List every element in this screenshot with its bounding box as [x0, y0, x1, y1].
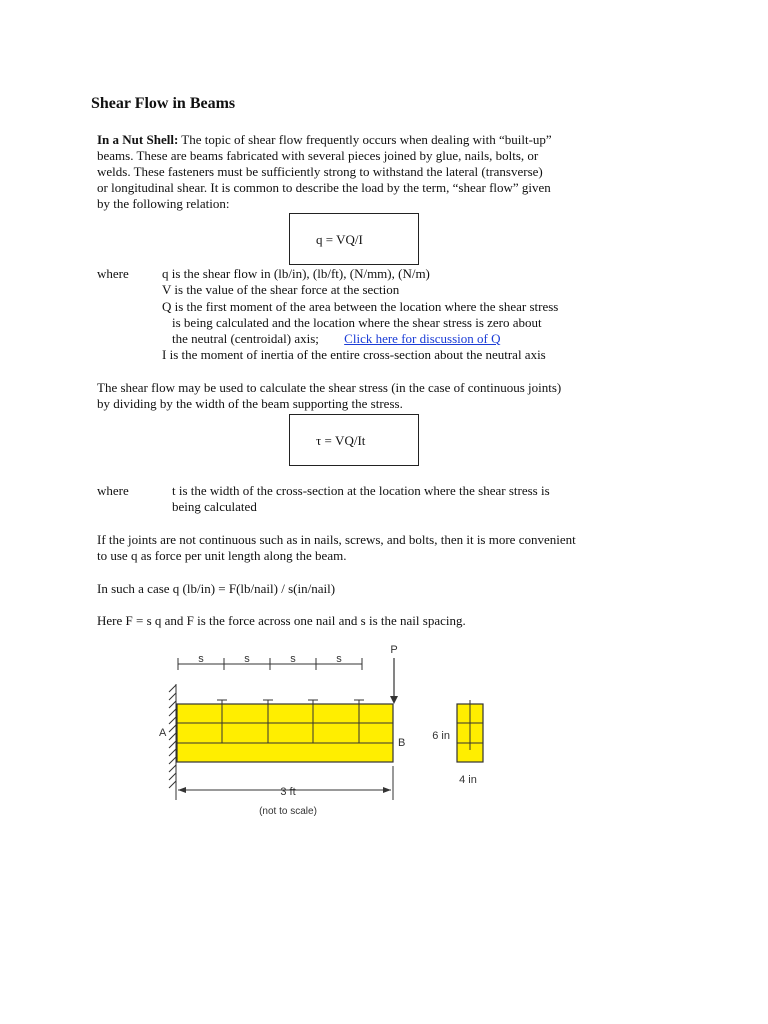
def-q-moment-3-text: the neutral (centroidal) axis; [172, 331, 319, 346]
equation-shear-flow: q = VQ/I [316, 232, 363, 247]
def-t-2: being calculated [172, 499, 257, 514]
def-i: I is the moment of inertia of the entire cross-section about the neutral axis [162, 347, 546, 362]
spacing-label-4: s [336, 653, 342, 665]
load-label: P [390, 644, 398, 656]
beam-figure [150, 640, 500, 825]
def-q-moment-2: is being calculated and the location where the shear stress is zero about [172, 315, 542, 330]
length-arrow-left [178, 787, 186, 793]
beam-body [177, 704, 393, 762]
support-label: A [159, 727, 167, 739]
width-label: 4 in [459, 774, 477, 786]
nail-force-relation: In such a case q (lb/in) = F(lb/nail) / s(in/nail) [97, 581, 336, 596]
discussion-of-q-link[interactable]: Click here for discussion of Q [344, 331, 501, 346]
where-label-2: where [97, 483, 129, 498]
where-label-1: where [97, 266, 129, 281]
def-q-moment-1: Q is the first moment of the area between the location where the shear stress [162, 299, 559, 314]
spacing-dimension [178, 658, 362, 670]
para2-line-1: The shear flow may be used to calculate the shear stress (in the case of continuous joints) [97, 380, 562, 395]
spacing-label-3: s [290, 653, 296, 665]
para3-line-1: If the joints are not continuous such as in nails, screws, and bolts, then it is more convenient [97, 532, 576, 547]
nutshell-line-3: welds. These fasteners must be sufficiently strong to withstand the lateral (transverse) [97, 164, 543, 179]
para2-line-2: by dividing by the width of the beam supporting the stress. [97, 396, 403, 411]
length-arrow-right [383, 787, 391, 793]
para3-line-2: to use q as force per unit length along the beam. [97, 548, 347, 563]
equation-box-shear-flow [289, 213, 419, 265]
nutshell-line-1 [97, 132, 552, 148]
nutshell-line-5: by the following relation: [97, 196, 230, 211]
page-title: Shear Flow in Beams [91, 95, 236, 112]
equation-shear-stress: τ = VQ/It [316, 433, 366, 448]
def-q-moment-3 [172, 331, 501, 347]
def-t-1: t is the width of the cross-section at the location where the shear stress is [172, 483, 550, 498]
end-label: B [398, 737, 406, 749]
def-q: q is the shear flow in (lb/in), (lb/ft), (N/mm), (N/m) [162, 266, 430, 281]
equation-box-shear-stress [289, 414, 419, 466]
length-label: 3 ft [280, 786, 296, 798]
nutshell-text-1: The topic of shear flow frequently occurs when dealing with “built-up” [181, 132, 552, 147]
spacing-label-2: s [244, 653, 250, 665]
spacing-label-1: s [198, 653, 204, 665]
fixed-support [169, 684, 176, 790]
nutshell-label: In a Nut Shell: [97, 132, 179, 147]
def-v: V is the value of the shear force at the section [162, 282, 400, 297]
nutshell-line-2: beams. These are beams fabricated with several pieces joined by glue, nails, bolts, or [97, 148, 539, 163]
nutshell-line-4: or longitudinal shear. It is common to describe the load by the term, “shear flow” given [97, 180, 551, 195]
height-label: 6 in [432, 730, 450, 742]
nail-spacing-explanation: Here F = s q and F is the force across one nail and s is the nail spacing. [97, 613, 466, 628]
not-to-scale-note: (not to scale) [259, 806, 317, 817]
load-arrow-head [390, 696, 398, 704]
